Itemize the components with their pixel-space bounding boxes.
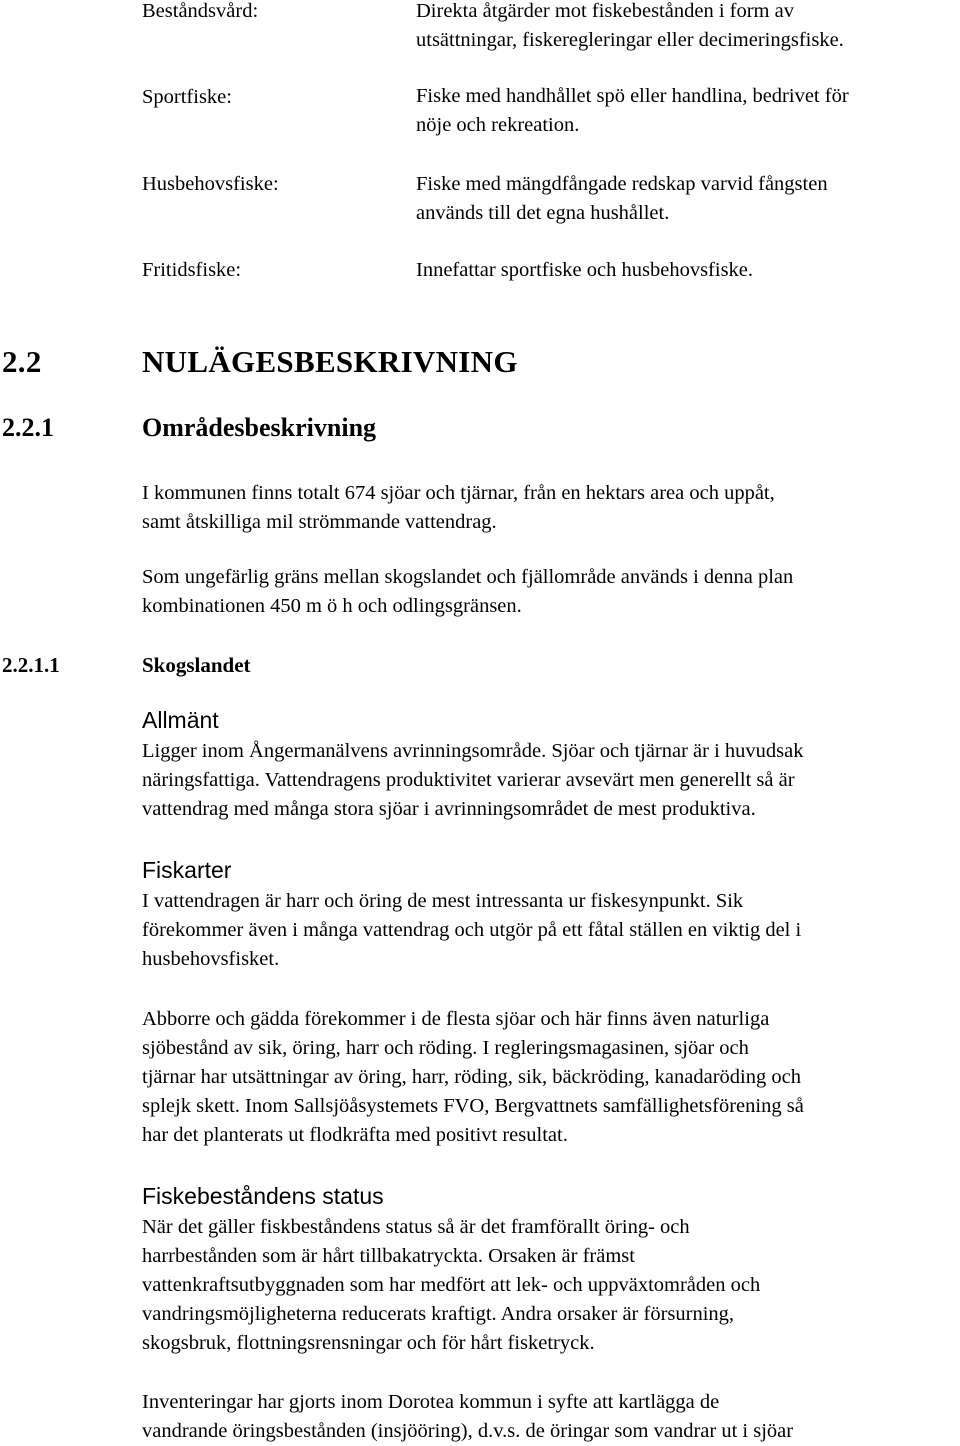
definition-term: Beståndsvård: [142,0,259,22]
paragraph: Som ungefärlig gräns mellan skogslandet och fjällområde används i denna plan kombinationen 450 m ö h och odlingsgränsen. [142,566,794,617]
definition-text: Direkta åtgärder mot fiskebestånden i form av utsättningar, fiskeregleringar eller decimeringsfiske. [416,0,844,51]
subsubsection-number: 2.2.1.1 [2,653,60,677]
paragraph: I vattendragen är harr och öring de mest intressanta ur fiskesynpunkt. Sik förekommer även i många vattendrag och utgör på ett fåtal ställen en viktig del i husbehovsfisket. [142,890,802,970]
fiskarter-heading: Fiskarter [142,857,232,883]
subsection-title: Områdesbeskrivning [142,413,377,442]
definition-term: Sportfiske: [142,86,232,108]
allmant-heading: Allmänt [142,707,219,733]
paragraph: Abborre och gädda förekommer i de flesta sjöar och här finns även naturliga sjöbestånd av sik, öring, harr och röding. I regleringsmagasinen, sjöar och tjärnar har utsättningar av öring, harr, röding, sik, bäckröding, kanadaröding och splejk skett. Inom Sallsjöåsystemets FVO, Bergvattnets samfällighetsförening så har det planterats ut flodkräfta med positivt resultat. [142,1008,804,1146]
paragraph: När det gäller fiskbeståndens status så är det framförallt öring- och harrbestånden som är hårt tillbakatryckta. Orsaken är främst vattenkraftsutbyggnaden som har medfört att lek- och uppväxtområden och vandringsmöjligheterna reducerats kraftigt. Andra orsaker är försurning, skogsbruk, flottningsrensningar och för hårt fisketryck. [142,1216,761,1354]
paragraph: Inventeringar har gjorts inom Dorotea kommun i syfte att kartlägga de vandrande öringsbestånden (insjööring), d.v.s. de öringar som vandrar ut i sjöar [142,1391,794,1442]
section-number: 2.2 [2,344,42,379]
section-title: NULÄGESBESKRIVNING [142,344,518,379]
definition-text: Fiske med mängdfångade redskap varvid fångsten används till det egna hushållet. [416,173,828,224]
definition-term: Husbehovsfiske: [142,173,279,195]
definition-text: Innefattar sportfiske och husbehovsfiske. [416,259,754,281]
subsection-number: 2.2.1 [2,413,54,442]
subsubsection-title: Skogslandet [142,653,251,677]
status-heading: Fiskebeståndens status [142,1183,384,1209]
paragraph: I kommunen finns totalt 674 sjöar och tjärnar, från en hektars area och uppåt, samt åtskilliga mil strömmande vattendrag. [142,482,775,533]
definition-term: Fritidsfiske: [142,259,242,281]
paragraph: Ligger inom Ångermanälvens avrinningsområde. Sjöar och tjärnar är i huvudsak näringsfattiga. Vattendragens produktivitet varierar avsevärt men generellt så är vattendrag med många stora sjöar i avrinningsområdet de mest produktiva. [142,740,804,820]
definition-text: Fiske med handhållet spö eller handlina, bedrivet för nöje och rekreation. [416,85,849,136]
